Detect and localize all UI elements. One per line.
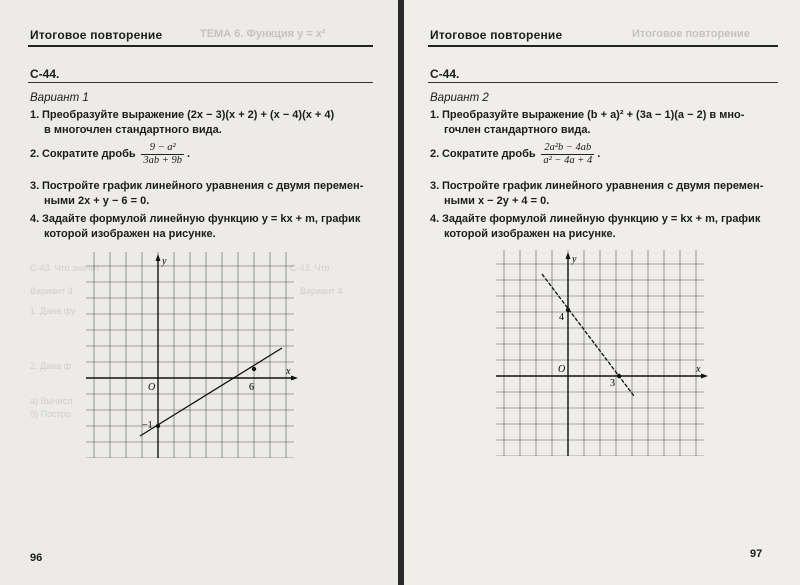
task-number: 2. [30,148,40,161]
task-1 [430,108,785,138]
task-number: 1. [430,109,440,121]
task-2 [30,142,375,167]
task-4 [430,212,785,242]
task-text-line1: Постройте график линейного уравнения с двумя перемен- [441,180,764,192]
header-ghost-text: ТЕМА 6. Функция y = x² [200,28,326,40]
bleed-through-text: а) Вычисл [30,396,73,406]
header-title: Итоговое повторение [430,28,563,42]
x-axis-label: x [286,366,291,377]
x-axis-arrow [291,376,298,381]
bleed-through-text: 1. Дана фу [30,306,76,316]
variant-label: Вариант 1 [30,92,89,104]
task-number: 3. [30,180,40,192]
section-rule [428,82,778,83]
right-page [404,0,800,585]
x-tick-label: 6 [249,382,254,393]
bleed-through-text: Вариант 4 [300,286,343,296]
task-text-line1: Преобразуйте выражение (2x − 3)(x + 2) + (x − 4)(x + 4) [41,109,335,121]
coordinate-grid-figure [496,250,708,456]
task-text-suffix: . [597,148,601,161]
y-axis-label: y [572,254,577,265]
task-text-suffix: . [186,148,191,161]
task-4 [30,212,375,242]
task-3 [30,179,375,209]
header-ghost-text: Итоговое повторение [632,28,750,40]
task-number: 4. [430,213,440,225]
task-text-line2: ными 2x + y − 6 = 0. [44,195,150,207]
task-text-line2: ными x − 2y + 4 = 0. [444,195,550,207]
graph-point [566,308,570,312]
fraction [141,142,184,167]
section-label: С-44. [430,67,460,81]
page-number: 97 [750,548,763,560]
section-rule [28,82,373,83]
task-number: 2. [430,148,440,161]
task-text-line2: в многочлен стандартного вида. [44,124,222,136]
bleed-through-text: 2. Дана ф [30,361,71,371]
origin-label: O [558,364,566,375]
page-number: 96 [30,552,43,564]
graph-point [252,367,256,371]
x-tick-label: 3 [610,378,615,389]
task-number: 4. [30,213,40,225]
y-axis-arrow [156,254,161,261]
task-text-line1: Постройте график линейного уравнения с двумя перемен- [41,180,364,192]
section-label: С-44. [30,67,60,81]
variant-label: Вариант 2 [430,92,489,104]
x-axis-label: x [696,364,701,375]
header-rule [428,45,778,47]
bleed-through-text: Вариант 3 [30,286,73,296]
origin-label: O [148,382,156,393]
y-axis-arrow [566,252,571,259]
task-text-line1: Задайте формулой линейную функцию y = kx + m, график [441,213,761,225]
task-2 [430,142,785,167]
graph-point [617,374,621,378]
bleed-through-text: б) Постро [30,409,71,419]
task-1 [30,108,375,138]
y-tick-label: −1 [142,420,153,431]
task-text-line2: гочлен стандартного вида. [444,124,591,136]
task-number: 3. [430,180,440,192]
function-graph-line [140,348,282,436]
bleed-through-text: С-43. Что [290,263,330,273]
task-text-line2: которой изображен на рисунке. [44,228,216,240]
y-tick-label: 4 [559,312,564,323]
task-text-prefix: Сократите дробь [441,148,536,161]
left-page [0,0,398,585]
y-axis-label: y [162,256,167,267]
grid-lines [86,252,294,458]
graph-point [156,424,160,428]
coordinate-grid-figure [86,252,298,458]
fraction [541,142,594,167]
task-number: 1. [30,109,40,121]
task-text-prefix: Сократите дробь [41,148,136,161]
bleed-through-text: С-43. Что значит [30,263,100,273]
fraction-denominator: 3ab + 9b [143,155,182,166]
fraction-numerator: 2a²b − 4ab [541,142,594,155]
task-3 [430,179,785,209]
fraction-numerator: 9 − a² [141,142,184,155]
header-title: Итоговое повторение [30,28,163,42]
grid-lines [496,250,704,456]
header-rule [28,45,373,47]
fraction-denominator: a² − 4a + 4 [543,155,593,166]
task-text-line1: Задайте формулой линейную функцию y = kx + m, график [41,213,361,225]
task-text-line2: которой изображен на рисунке. [444,228,616,240]
x-axis-arrow [701,374,708,379]
task-text-line1: Преобразуйте выражение (b + a)² + (3a − 1)(a − 2) в мно- [441,109,745,121]
